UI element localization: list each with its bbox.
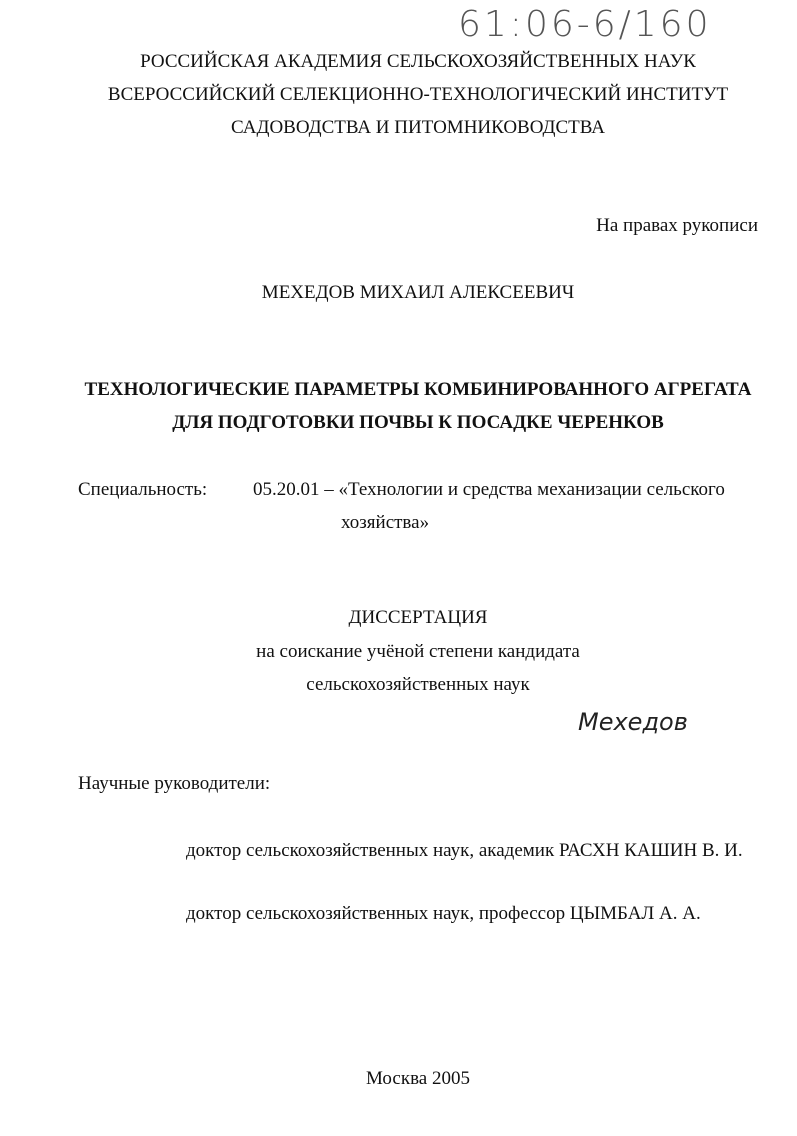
header-line-1: РОССИЙСКАЯ АКАДЕМИЯ СЕЛЬСКОХОЗЯЙСТВЕННЫХ НАУК	[140, 51, 696, 72]
dissertation-line-2: сельскохозяйственных наук	[306, 674, 530, 695]
author-signature: Мехедов	[578, 708, 688, 736]
specialty-label: Специальность:	[78, 479, 208, 500]
dissertation-heading: ДИССЕРТАЦИЯ	[348, 607, 488, 628]
supervisor-1: доктор сельскохозяйственных наук, академик РАСХН КАШИН В. И.	[186, 840, 743, 861]
author-name: МЕХЕДОВ МИХАИЛ АЛЕКСЕЕВИЧ	[261, 282, 575, 303]
header-line-2: ВСЕРОССИЙСКИЙ СЕЛЕКЦИОННО-ТЕХНОЛОГИЧЕСКИЙ ИНСТИТУТ	[107, 84, 729, 105]
title-line-2: ДЛЯ ПОДГОТОВКИ ПОЧВЫ К ПОСАДКЕ ЧЕРЕНКОВ	[172, 412, 664, 433]
manuscript-note: На правах рукописи	[596, 215, 758, 236]
title-line-1: ТЕХНОЛОГИЧЕСКИЕ ПАРАМЕТРЫ КОМБИНИРОВАННОГО АГРЕГАТА	[84, 379, 752, 400]
supervisor-2: доктор сельскохозяйственных наук, профессор ЦЫМБАЛ А. А.	[186, 903, 701, 924]
specialty-value-line-2: хозяйства»	[341, 512, 430, 533]
specialty-value-line-1: 05.20.01 – «Технологии и средства механизации сельского	[253, 479, 725, 500]
header-line-3: САДОВОДСТВА И ПИТОМНИКОВОДСТВА	[231, 117, 605, 138]
archive-stamp-handwritten: 61:06-6/160	[458, 4, 712, 45]
footer-city-year: Москва 2005	[366, 1068, 470, 1089]
dissertation-line-1: на соискание учёной степени кандидата	[256, 641, 580, 662]
supervisors-label: Научные руководители:	[78, 773, 271, 794]
